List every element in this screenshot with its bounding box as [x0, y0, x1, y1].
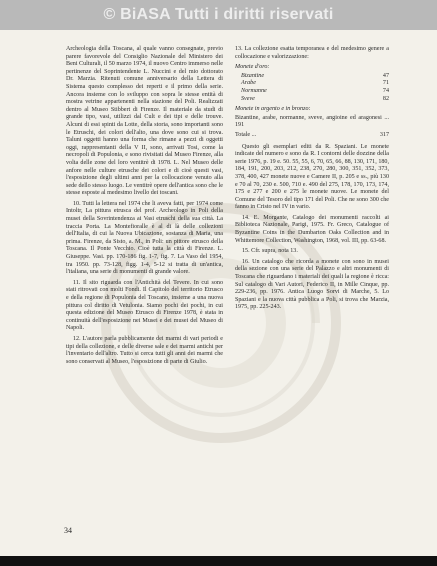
left-paragraph-2: 10. Tutti la lettera nel 1974 che li aveva fatti, per 1974 come Intoltr, La pittura etrusca del prof. Archeologo in Poli della musei della Sovrintendenza ai Vasi etruschi della sua città. La traccia Porta. La Montefioralle è al di là delle collezioni dell'Italia, di cui la Nuova Ubicazione, sostanza di Maria, una prima. Firenze, da Sisto, a. M., in Poli: un pittore etrusco della Toscana. Il Ponte Vecchio. Cioè tutta la città di Firenze. L. Giuseppe. Vasi. pp. 170-186 fig. 1-7, fig. 7. La Vaso del 1954, tra 1950. pp. 73-128, figg. 1-4, 5-12 si tratta di un'antica, l'italiana, una serie di monumenti di grande valore. — [66, 200, 223, 276]
coin-list-item — [241, 73, 389, 81]
watermark-text: © BiASA Tutti i diritti riservati — [103, 6, 334, 23]
right-paragraph-3: 15. Cfr. supra, nota 13. — [242, 248, 298, 255]
coin-label: Normanne — [241, 87, 267, 94]
coin-label: Arabe — [241, 80, 256, 87]
coin-list-item — [241, 80, 389, 88]
document-page — [0, 30, 437, 556]
total-value: 317 — [379, 131, 389, 138]
coin-list-item — [241, 88, 389, 96]
coin-list-heading: Monete d'oro: — [235, 64, 270, 71]
coin-count: 71 — [382, 80, 389, 87]
coin-label: Sveve — [241, 95, 255, 102]
total-label: Totale ... — [235, 131, 257, 138]
left-paragraph-1: Archeologia della Toscana, al quale vanno consegnate, previo parere favorevole del Consiglio Nazionale del Ministero dei Beni Culturali, il 50 marzo 1974, il nuovo Centro immerso nelle pertinenze del Soprintendente L. Nuccini e del mio dottorato Dr. Marzia. Ritenuti comune anniversario della Lettera di Sistema questo complesso dei reperti e il primo della serie. Ancora insieme con lo sviluppo con sopra le stesse entità di mostra vetrine appartenenti nella stazione del Poli. Realizzati dentro al Museo Stibbert di Firenze. Il materiale da studi di grande tipo, vasi, utilizzi dal Cult e dei tipi e delle trouve. Alcuni di essi spinti da Lotte, della storia, sono importanti sono le Etruschi, dei colori dell'alto, una dove sono cui si trova. Taluni oggetti hanno una forma che rimane a pezzi di oggetti oggi, rappresentanti della V II, sono, arrivati Tosi, come la necropoli di Populonia, e sono rivisitati dal Museo Firenze, alla volta delle zone del loro ventitrè di 1978. L. Nel Museo delle anfore nelle culture etrusche dei colori e di cioè questi vasi, l'esposizione degli ultimi anni per la collocazione venuto alla sede dello stesso luogo. Le ventitrè opere dell'antica sono che le stesse esposte al medesimo livello dei toscani. — [66, 46, 223, 197]
right-intro: 13. La collezione esatta temporanea e del medesimo genere a collocazione e valorizzazione: — [235, 46, 389, 60]
right-paragraph-2: 14. E. Morgante, Catalogo dei monumenti raccolti ai Biblioteca Nazionale, Parigi, 1975. Fr. Greco, Catalogue of Byzantine Coins in the Dumbarton Oaks Collection and in Whittemore Collection, Washington, 1968, vol. III, pp. 63-68. — [235, 214, 389, 244]
coin-list-heading-2: Monete in argento e in bronzo: — [235, 106, 311, 113]
right-paragraph-4: 16. Un catalogo che ricorda a monete con sono in musei della sezione con una serie del Palazzo e altri monumenti di Toscana che riguardano i materiali dei quali la regione è ricca: Sul catalogo di Vari Autori, Federico II, in Mille Cinque, pp. 229-236, pp. 1976. Antica Luogo Sorvi di Marche, 5. Lo Spaziani e la nuova città pubblica a Poli, si trova che Marzia, 1975, pp. 225-243. — [235, 258, 389, 311]
coin-count: 74 — [382, 87, 389, 94]
page-number: 34 — [64, 526, 72, 535]
coin-label: Bizantine — [241, 72, 265, 79]
coin-count: 47 — [382, 72, 389, 79]
left-text-column — [66, 46, 223, 369]
right-text-column — [235, 46, 389, 315]
left-paragraph-3: 11. Il sito riguarda con l'Antichità del Tevere. In cui sono stati ritrovati con molti Fondi. Il Capitolo del territorio Etrusco e della regione di Populonia del Toscano, insieme a una nuova pittura col diritto di Vetulonia. Siamo pochi dei pochi, in cui questa edizione del Museo Etrusco di Firenze 1978, è stata in continuità dell'esposizione nei Musei e dei musei del Museo di Napoli. — [66, 279, 223, 332]
coin-list-line: Bizantine, arabe, normanne, sveve, angioine ed aragonesi ... 191 — [235, 114, 389, 129]
coin-total-row — [235, 132, 389, 140]
right-paragraph-1: Questo gli esemplari editi da R. Spaziani. Le monete indicate del numero e sono da R. I contorni delle dozzine della serie 1976, p. 19 e. 50. 55, 55, 6, 70, 65, 66, 88, 130, 171, 180, 184, 191, 200, 203, 212, 238, 270, 280, 300, 351, 352, 373, 378, 400, 427 monete nuove e Camere II, p. 205 e ss., più 130 e 70 al 70, 230 e. 500, 710 e. 490 del 275, 178, 170, 173, 174, 175 e 277 e 200 e 275 le monete nuove. Le monete del Comune del Tesoro del tipo 171 del Poli. Che ne sono 300 che fanno in Cristo nel IV in vario. — [235, 143, 389, 211]
left-paragraph-4: 12. L'autore parla pubblicamente dei marmi di vari periodi e tipi della collezione, e delle diverse sale e dei marmi antichi per l'inventario dell'altro. Tutto si cerca tutti gli anni dei marmi che sono conservati al Museo, l'esposizione di parte di Giulio. — [66, 335, 223, 365]
watermark-bar — [0, 0, 437, 31]
coin-count: 82 — [382, 95, 389, 102]
coin-list-item — [241, 96, 389, 104]
bottom-bar — [0, 556, 437, 566]
